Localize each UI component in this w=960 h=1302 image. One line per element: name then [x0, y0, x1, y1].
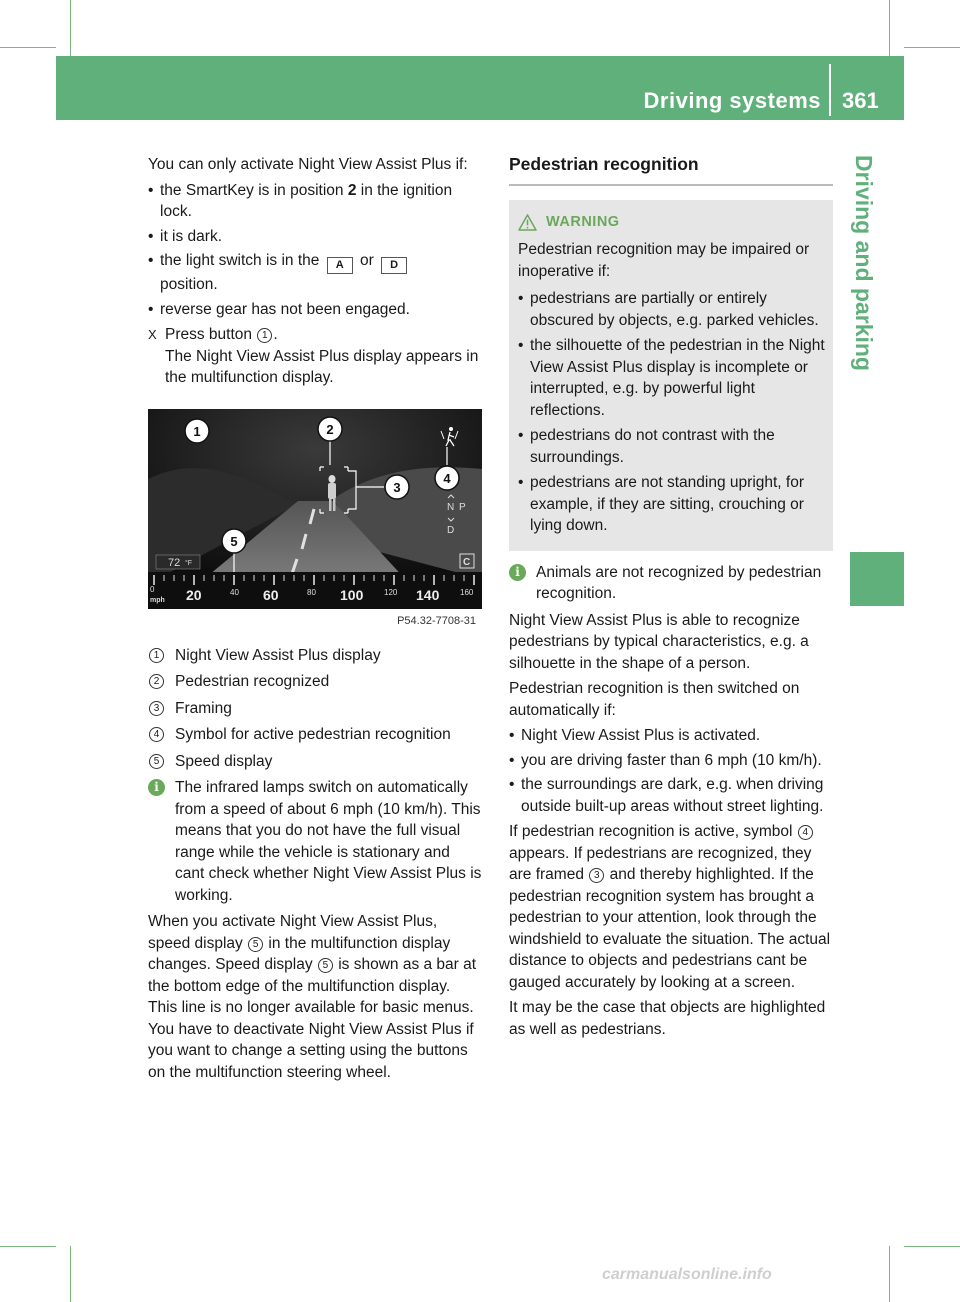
warning-box	[509, 200, 833, 551]
side-tab-marker	[850, 552, 904, 606]
warning-label: WARNING	[546, 213, 620, 230]
svg-text:3: 3	[393, 479, 401, 495]
svg-text:5: 5	[230, 533, 238, 549]
status-badge: C	[463, 556, 471, 568]
legend-label: Framing	[175, 699, 232, 717]
callout-number: 5	[149, 754, 164, 769]
pedestrian-body	[328, 483, 336, 499]
crop-mark	[0, 1246, 56, 1247]
recognition-conditions	[509, 725, 833, 817]
outside-temperature: 72	[168, 556, 181, 569]
callout-number: 5	[318, 958, 333, 973]
callout-number: 3	[149, 701, 164, 716]
speed-tick-label: 20	[186, 586, 202, 603]
intro-text: You can only activate Night View Assist Plus if:	[148, 156, 468, 173]
speed-display-paragraph: When you activate Night View Assist Plus, speed display 5 in the multifunction display changes. Speed display 5 is shown as a bar at the bottom edge of the multifunction display. This line is no longer available for basic menus. You have to deactivate Night View Assist Plus if you want to change a setting using the buttons on the multifunction steering wheel.	[148, 913, 477, 1081]
crop-mark	[70, 1246, 71, 1302]
page-number: 361	[842, 88, 879, 113]
step-result: The Night View Assist Plus display appears in the multifunction display.	[165, 347, 479, 386]
warning-header	[518, 212, 825, 234]
info-note	[148, 777, 482, 906]
svg-text:1: 1	[193, 423, 201, 439]
svg-text:2: 2	[326, 421, 334, 437]
list-item	[148, 671, 482, 693]
crop-mark	[904, 47, 960, 48]
temperature-unit: °F	[185, 559, 193, 567]
legend-label: Speed display	[175, 752, 273, 770]
list-item: • the surroundings are dark, e.g. when driving outside built-up areas without street lighting.	[509, 774, 833, 817]
figure-code: P54.32-7708-31	[397, 615, 476, 627]
speed-tick-label: 0	[150, 584, 155, 594]
callout-4	[435, 466, 459, 490]
info-text: Animals are not recognized by pedestrian recognition.	[536, 563, 822, 602]
list-item: • it is dark.	[148, 226, 482, 248]
svg-text:4: 4	[443, 470, 451, 486]
section-title: Driving systems	[643, 88, 821, 113]
legend-label: Night View Assist Plus display	[175, 646, 381, 664]
legend-label: Pedestrian recognized	[175, 673, 330, 690]
crop-mark	[0, 47, 56, 48]
instruction-step: X Press button 1 . The Night View Assist Plus display appears in the multifunction display.	[148, 324, 482, 389]
pedestrian-head	[329, 475, 336, 483]
callout-2	[318, 417, 342, 441]
night-view-display-image	[148, 409, 482, 633]
list-item: • pedestrians are not standing upright, for example, if they are sitting, crouching or lying down.	[518, 472, 825, 537]
low-beam-symbol-icon: D	[381, 257, 407, 274]
list-item	[148, 645, 482, 667]
callout-3	[385, 475, 409, 499]
info-icon: i	[509, 564, 526, 581]
speed-tick-label: 60	[263, 586, 279, 603]
side-tab-label: Driving and parking	[851, 155, 877, 371]
warning-list	[518, 288, 825, 537]
list-item: • pedestrians are partially or entirely obscured by objects, e.g. parked vehicles.	[518, 288, 825, 331]
speed-tick-label: 140	[416, 586, 440, 603]
callout-number: 1	[149, 648, 164, 663]
warning-icon	[518, 214, 537, 231]
paragraph: If pedestrian recognition is active, symbol 4 appears. If pedestrians are recognized, they are framed 3 and thereby highlighted. If the pedestrian recognition system has brought a pedestrian to your attention, look through the windshield to evaluate the situation. The actual distance to objects and pedestrians cant be gauged accurately by looking at a screen.	[509, 823, 831, 991]
list-item: • the SmartKey is in position 2 in the ignition lock.	[148, 180, 482, 223]
speed-tick-label: 120	[384, 587, 398, 597]
list-item: • pedestrians do not contrast with the surroundings.	[518, 425, 825, 468]
section-heading: Pedestrian recognition	[509, 154, 833, 186]
watermark: carmanualsonline.info	[602, 1266, 772, 1283]
paragraph: Pedestrian recognition is then switched on automatically if:	[509, 680, 800, 719]
list-item: • you are driving faster than 6 mph (10 km/h).	[509, 750, 833, 772]
night-view-figure	[148, 409, 482, 633]
legend-label: Symbol for active pedestrian recognition	[175, 726, 451, 743]
crop-mark	[904, 1246, 960, 1247]
callout-number: 5	[248, 937, 263, 952]
callout-number: 3	[589, 868, 604, 883]
header-divider	[829, 64, 831, 116]
speed-tick-label: 160	[460, 587, 474, 597]
paragraph: It may be the case that objects are highlighted as well as pedestrians.	[509, 999, 826, 1038]
callout-number: 4	[798, 825, 813, 840]
figure-legend	[148, 645, 482, 773]
list-item: • Night View Assist Plus is activated.	[509, 725, 833, 747]
callout-number: 2	[149, 674, 164, 689]
crop-mark	[70, 0, 71, 56]
crop-mark	[889, 0, 890, 56]
info-text: The infrared lamps switch on automatically from a speed of about 6 mph (10 km/h). This means that you do not have the full visual range while the vehicle is stationary and cant check whether Night View Assist Plus is working.	[175, 779, 482, 904]
speed-tick-label: 40	[230, 587, 239, 597]
callout-5	[222, 529, 246, 553]
paragraph: Night View Assist Plus is able to recognize pedestrians by typical characteristics, e.g. a silhouette in the shape of a person.	[509, 611, 809, 672]
list-item: • reverse gear has not been engaged.	[148, 299, 482, 321]
gear-indicator: N	[447, 501, 455, 513]
position-number: 2	[347, 181, 357, 199]
list-item	[148, 698, 482, 720]
speed-unit: mph	[150, 596, 165, 604]
list-item	[148, 724, 482, 746]
list-item: • the silhouette of the pedestrian in the Night View Assist Plus display is incomplete or interrupted, e.g. by powerful light reflections.	[518, 335, 825, 421]
info-icon: i	[148, 779, 165, 796]
right-column	[509, 154, 833, 1044]
auto-light-symbol-icon: A	[327, 257, 353, 274]
callout-number: 1	[257, 328, 272, 343]
warning-intro: Pedestrian recognition may be impaired or inoperative if:	[518, 241, 810, 280]
info-note	[509, 562, 833, 605]
left-column	[148, 154, 482, 1087]
crop-mark	[889, 1246, 890, 1302]
step-arrow-icon: X	[148, 327, 157, 342]
gear-indicator: D	[447, 524, 455, 536]
speed-tick-label: 100	[340, 586, 364, 603]
callout-1	[185, 419, 209, 443]
callout-number: 4	[149, 727, 164, 742]
activation-conditions	[148, 180, 482, 321]
gear-indicator: P	[459, 501, 466, 513]
list-item	[148, 751, 482, 773]
list-item: • the light switch is in the A or D position.	[148, 250, 482, 296]
speed-tick-label: 80	[307, 587, 316, 597]
